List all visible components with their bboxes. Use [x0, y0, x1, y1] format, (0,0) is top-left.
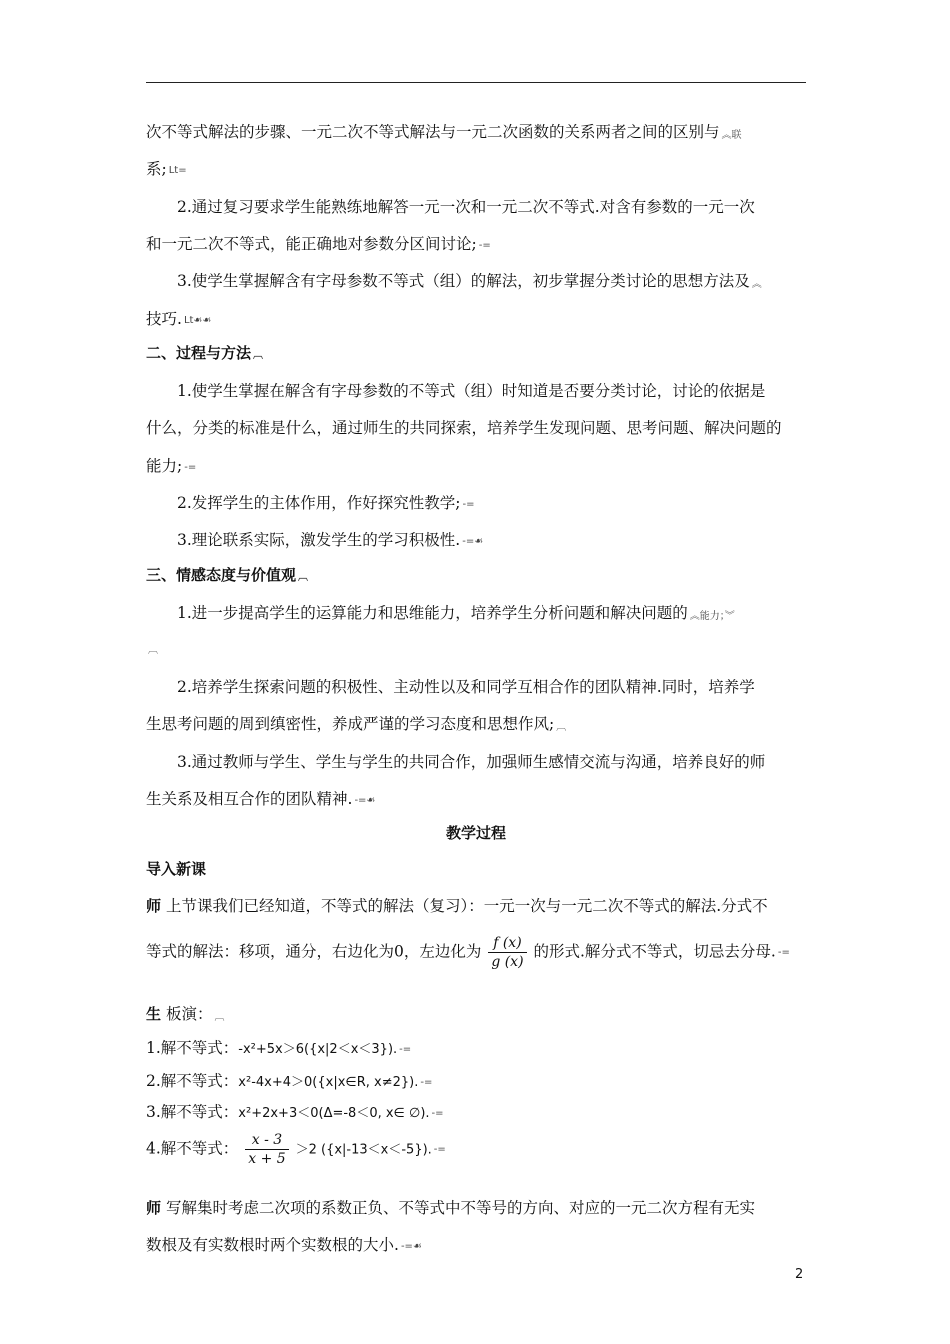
text-line: 2.通过复习要求学生能熟练地解答一元一次和一元二次不等式.对含有参数的一元一次: [177, 198, 755, 216]
text-line: 3.理论联系实际，激发学生的学习积极性. -=☙: [177, 531, 484, 549]
speaker-label: 师: [146, 1199, 162, 1217]
text-line: 师 写解集时考虑二次项的系数正负、不等式中不等号的方向、对应的一元二次方程有无实: [146, 1199, 755, 1217]
text-line: ︹: [148, 644, 158, 656]
page-number: 2: [795, 1267, 804, 1282]
text-line: 生关系及相互合作的团队精神. -=☙: [146, 790, 376, 808]
text-line: 1.使学生掌握在解含有字母参数的不等式（组）时知道是否要分类讨论，讨论的依据是: [177, 382, 766, 400]
text-line: 3.通过教师与学生、学生与学生的共同合作，加强师生感情交流与沟通，培养良好的师: [177, 753, 766, 771]
text-line: 2.培养学生探索问题的积极性、主动性以及和同学互相合作的团队精神.同时，培养学: [177, 678, 755, 696]
text-line: 技巧. Lt☙☙: [146, 310, 212, 328]
text-line: 生思考问题的周到缜密性，养成严谨的学习态度和思想作风; ︹: [146, 715, 567, 733]
fraction: $\frac{x - 3}{x + 5}$: [245, 1132, 288, 1167]
problem-line: 2.解不等式：x²-4x+4＞0({x|x∈R, x≠2}). -=: [146, 1072, 433, 1090]
text-line: 系; Lt=: [146, 160, 187, 178]
text-line: 次不等式解法的步骤、一元二次不等式解法与一元二次函数的关系两者之间的区别与 ︽联: [146, 123, 742, 141]
fraction-line: 等式的解法：移项，通分，右边化为0，左边化为 $\frac{f (x)}{g (x)}$ 的形式.解分式不等式，切忌去分母. -=: [146, 935, 790, 970]
section-heading: 导入新课: [146, 860, 207, 878]
problem-line: 1.解不等式：-x²+5x＞6({x|2＜x＜3}). -=: [146, 1039, 412, 1057]
text-line: 2.发挥学生的主体作用，作好探究性教学; -=: [177, 494, 475, 512]
fraction: $\frac{f (x)}{g (x)}$: [488, 935, 526, 970]
text-line: 师 上节课我们已经知道，不等式的解法（复习）：一元一次与一元二次不等式的解法.分式不: [146, 897, 768, 915]
text-line: 和一元二次不等式，能正确地对参数分区间讨论; -=: [146, 235, 491, 253]
header-rule: [146, 82, 806, 83]
problem-line: 3.解不等式：x²+2x+3＜0(Δ=-8＜0, x∈ ∅). -=: [146, 1103, 444, 1121]
speaker-label: 师: [146, 897, 162, 915]
section-heading: 二、过程与方法 ︹: [146, 344, 264, 362]
section-title: 教学过程: [445, 824, 506, 842]
speaker-label: 生: [146, 1005, 162, 1023]
text-line: 3.使学生掌握解含有字母参数不等式（组）的解法，初步掌握分类讨论的思想方法及 ︽: [177, 272, 762, 290]
text-line: 数根及有实数根时两个实数根的大小. -=☙: [146, 1236, 422, 1254]
problem-line: 4.解不等式： $\frac{x - 3}{x + 5}$ ＞2 ({x|-13＜x＜-5}). -=: [146, 1132, 446, 1167]
text-line: 生 板演： ︹: [146, 1005, 225, 1023]
text-line: 1.进一步提高学生的运算能力和思维能力，培养学生分析问题和解决问题的 ︽能力；︾: [177, 604, 735, 622]
text-line: 什么，分类的标准是什么，通过师生的共同探索，培养学生发现问题、思考问题、解决问题的: [146, 419, 782, 437]
section-heading: 三、情感态度与价值观 ︹: [146, 566, 309, 584]
text-line: 能力; -=: [146, 457, 197, 475]
